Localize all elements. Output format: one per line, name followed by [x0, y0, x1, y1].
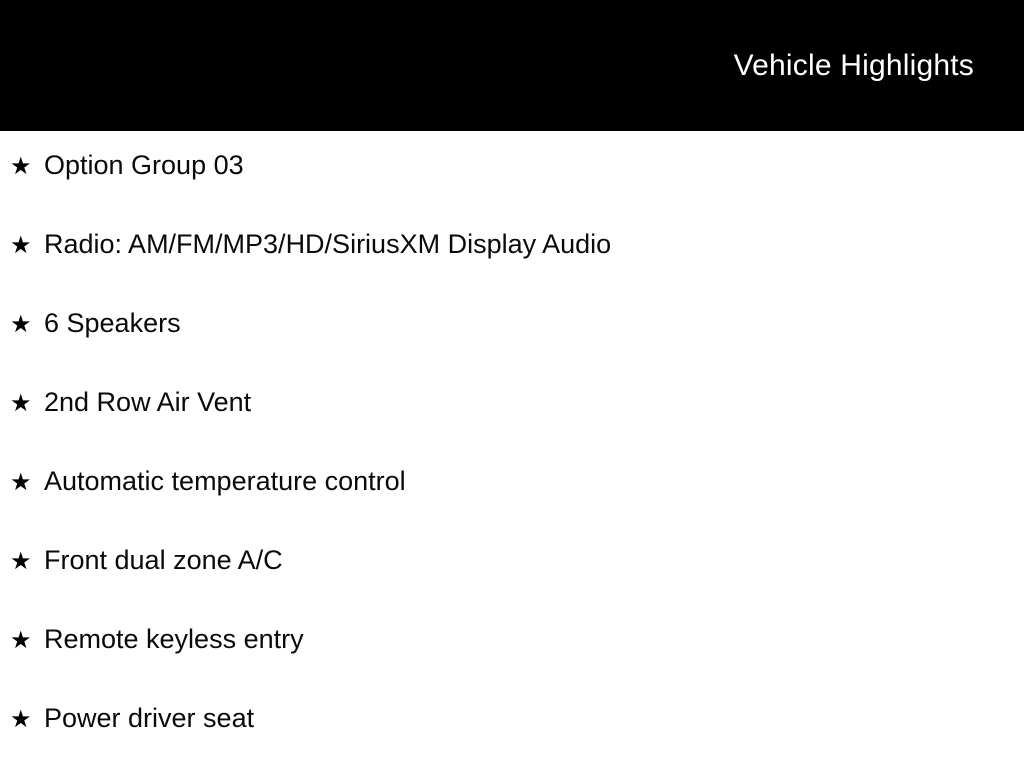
star-icon: ★ [10, 706, 32, 733]
star-icon: ★ [10, 232, 32, 259]
list-item [0, 389, 1024, 468]
list-item-label: Power driver seat [44, 703, 255, 733]
list-item-label: Remote keyless entry [44, 624, 304, 654]
vehicle-highlights-list [0, 131, 1024, 784]
list-item [0, 547, 1024, 626]
list-item-label: 2nd Row Air Vent [44, 387, 252, 417]
star-icon: ★ [10, 153, 32, 180]
star-icon: ★ [10, 390, 32, 417]
page-title: Vehicle Highlights [733, 48, 974, 82]
star-icon: ★ [10, 469, 32, 496]
list-item-label: Front dual zone A/C [44, 545, 283, 575]
list-item [0, 626, 1024, 705]
list-item [0, 152, 1024, 231]
page-header [0, 0, 1024, 131]
list-item-label: Radio: AM/FM/MP3/HD/SiriusXM Display Audio [44, 229, 612, 259]
list-item [0, 468, 1024, 547]
list-item [0, 310, 1024, 389]
list-item [0, 705, 1024, 784]
star-icon: ★ [10, 627, 32, 654]
star-icon: ★ [10, 311, 32, 338]
star-icon: ★ [10, 548, 32, 575]
list-item-label: 6 Speakers [44, 308, 181, 338]
list-item [0, 231, 1024, 310]
list-item-label: Option Group 03 [44, 150, 244, 180]
list-item-label: Automatic temperature control [44, 466, 406, 496]
